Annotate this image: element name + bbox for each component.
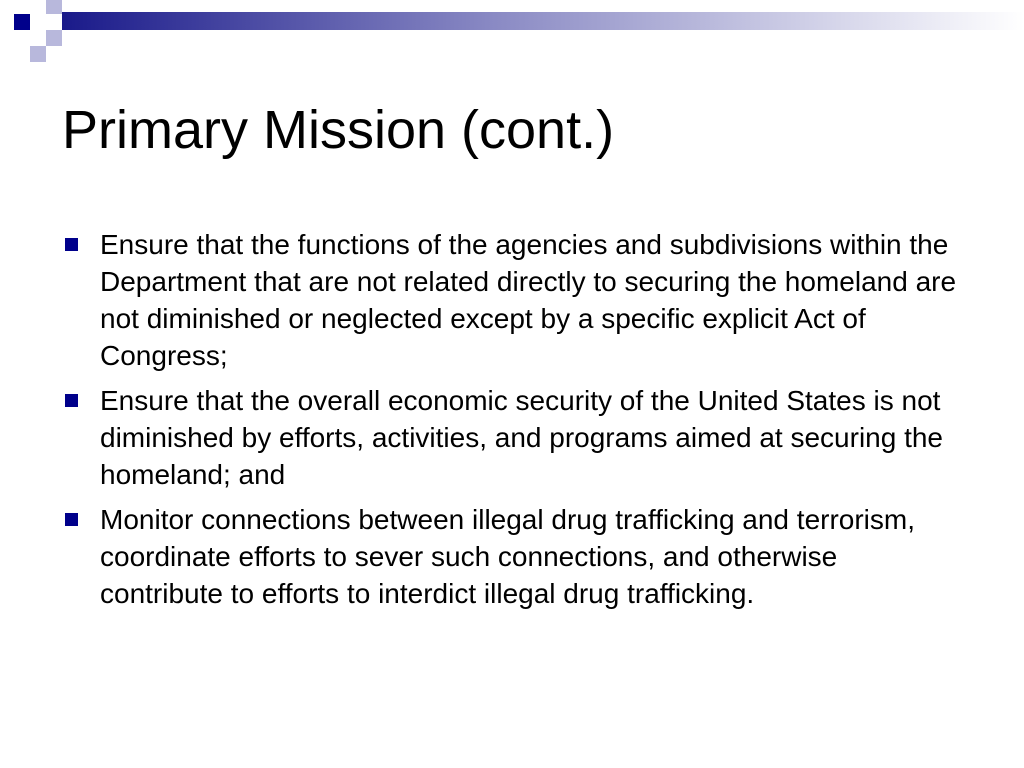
bullet-text: Monitor connections between illegal drug trafficking and terrorism, coordinate efforts to sever such connections, and otherwise contribute to efforts to interdict illegal drug trafficking. [100, 504, 916, 609]
bullet-item [62, 382, 962, 493]
bullet-text: Ensure that the overall economic security of the United States is not diminished by efforts, activities, and programs aimed at securing the homeland; and [100, 385, 944, 490]
deco-square [46, 0, 62, 14]
deco-square [14, 14, 30, 30]
square-bullet-icon [65, 513, 78, 526]
header-gradient-bar [62, 12, 1024, 30]
bullet-list [62, 226, 962, 620]
square-bullet-icon [65, 238, 78, 251]
bullet-text: Ensure that the functions of the agencies and subdivisions within the Department that are not related directly to securing the homeland are not diminished or neglected except by a specific explicit Act of Congress; [100, 229, 957, 371]
deco-square [46, 30, 62, 46]
corner-squares-decoration [0, 0, 1024, 70]
square-bullet-icon [65, 394, 78, 407]
bullet-item [62, 226, 962, 374]
slide-title: Primary Mission (cont.) [62, 100, 615, 160]
bullet-item [62, 501, 962, 612]
deco-square [30, 46, 46, 62]
